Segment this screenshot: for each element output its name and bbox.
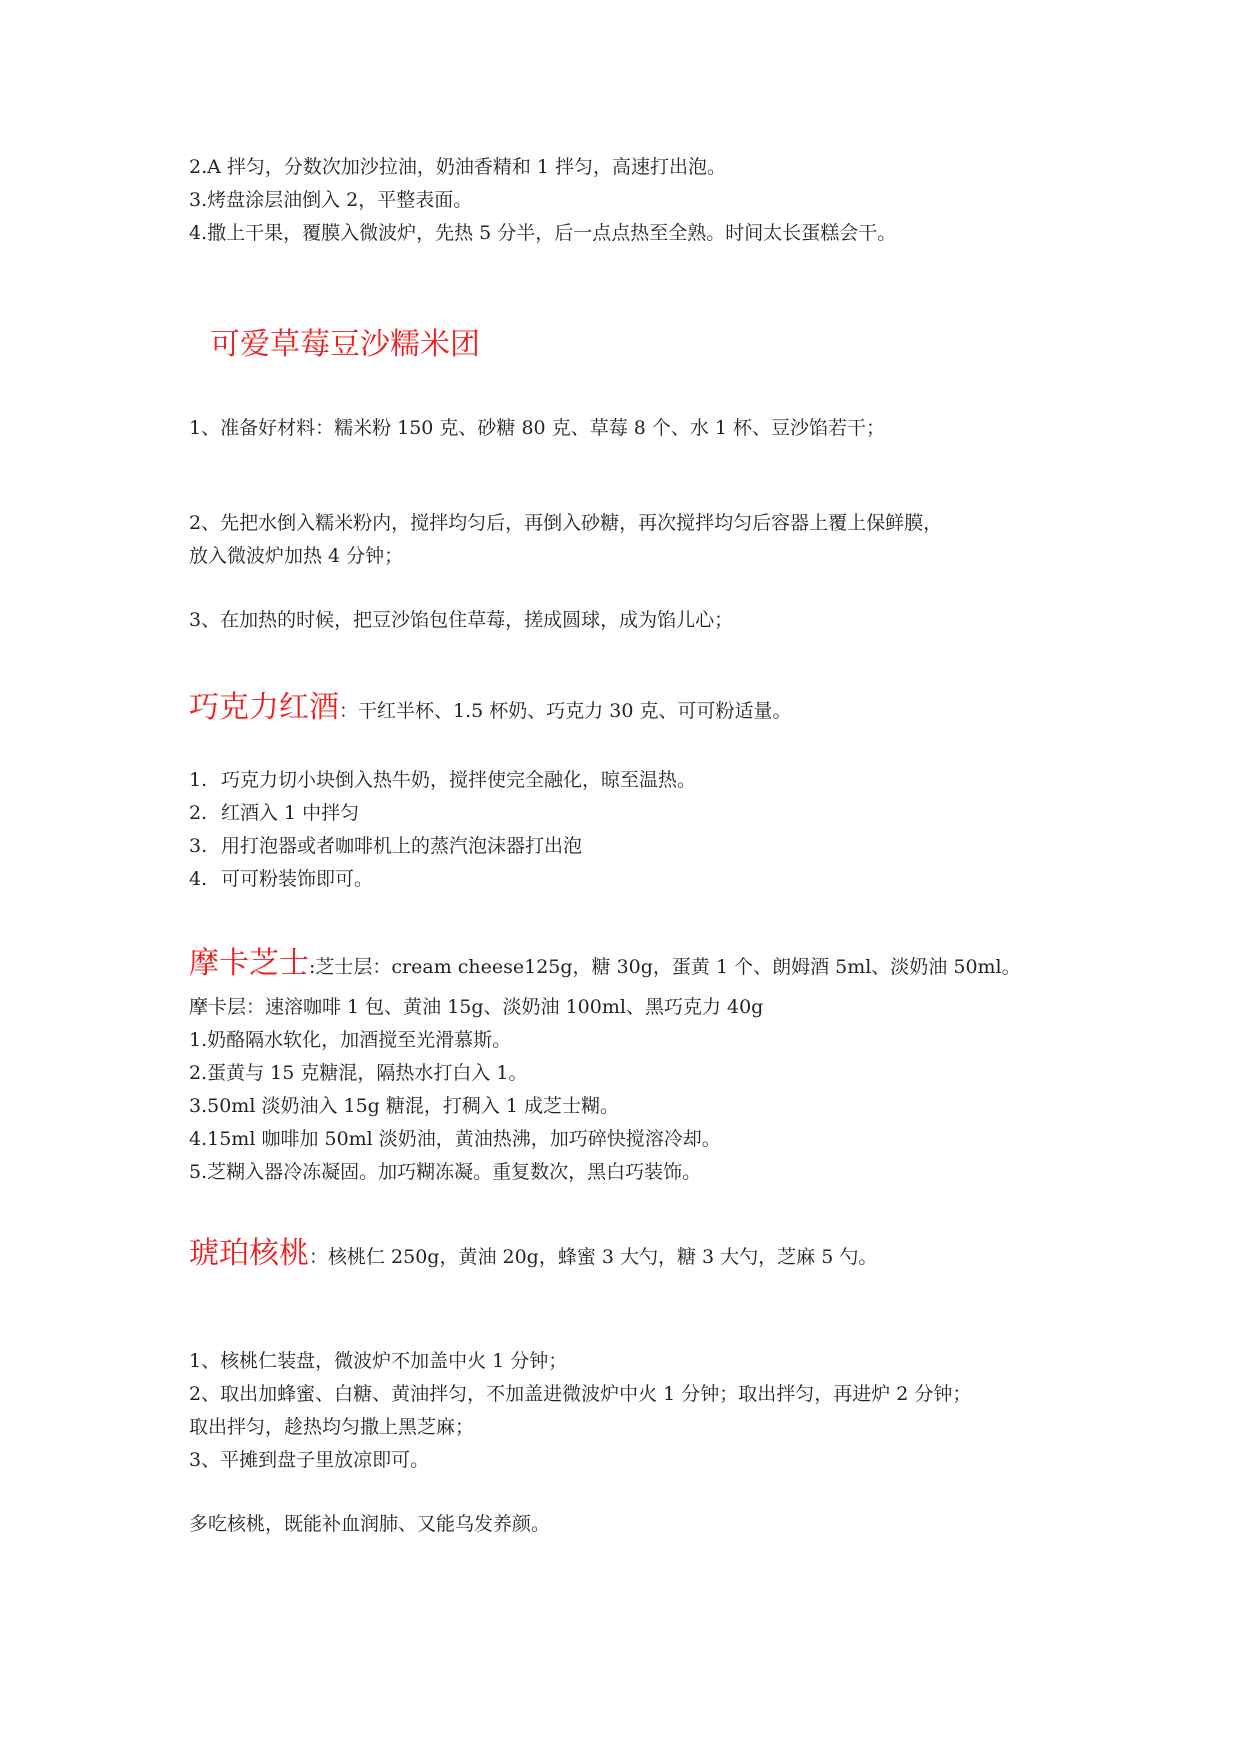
mocha-ingredients: :芝士层：cream cheese125g，糖 30g，蛋黄 1 个、朗姆酒 5ml、淡奶油 50ml。 [309,956,1021,978]
walnut-closing: 多吃核桃，既能补血润肺、又能乌发养颜。 [189,1513,551,1535]
mocha-step: 5.芝糊入器冷冻凝固。加巧糊冻凝。重复数次，黑白巧装饰。 [189,1161,702,1183]
wine-step: 1. 巧克力切小块倒入热牛奶，搅拌使完全融化，晾至温热。 [189,769,697,791]
walnut-step-1: 1、核桃仁装盘，微波炉不加盖中火 1 分钟； [189,1350,568,1372]
wine-heading [189,682,792,726]
mocha-step: 2.蛋黄与 15 克糖混，隔热水打白入 1。 [189,1062,528,1084]
walnut-step-3: 3、平摊到盘子里放凉即可。 [189,1449,430,1471]
strawberry-step-2-line-1: 2、先把水倒入糯米粉内，搅拌均匀后，再倒入砂糖，再次搅拌均匀后容器上覆上保鲜膜， [189,512,943,534]
strawberry-step-2-line-2: 放入微波炉加热 4 分钟； [189,545,404,567]
mocha-heading [189,938,1021,982]
strawberry-title: 可爱草莓豆沙糯米团 [210,327,480,362]
walnut-ingredients: ：核桃仁 250g，黄油 20g，蜂蜜 3 大勺，糖 3 大勺，芝麻 5 勺。 [309,1246,878,1268]
strawberry-step-3: 3、在加热的时候，把豆沙馅包住草莓，搓成圆球，成为馅儿心； [189,609,734,631]
strawberry-step-1: 1、准备好材料：糯米粉 150 克、砂糖 80 克、草莓 8 个、水 1 杯、豆沙馅若干； [189,417,886,439]
mocha-layer: 摩卡层：速溶咖啡 1 包、黄油 15g、淡奶油 100ml、黑巧克力 40g [189,996,764,1018]
wine-step: 4. 可可粉装饰即可。 [189,868,374,890]
mocha-title: 摩卡芝士 [189,946,309,981]
mocha-step: 3.50ml 淡奶油入 15g 糖混，打稠入 1 成芝士糊。 [189,1095,620,1117]
mocha-step: 4.15ml 咖啡加 50ml 淡奶油，黄油热沸，加巧碎快搅溶冷却。 [189,1128,721,1150]
mocha-step: 1.奶酪隔水软化，加酒搅至光滑慕斯。 [189,1029,512,1051]
walnut-step-2-line-1: 2、取出加蜂蜜、白糖、黄油拌匀，不加盖进微波炉中火 1 分钟；取出拌匀，再进炉 2 分钟； [189,1383,972,1405]
walnut-heading [189,1228,877,1272]
wine-step: 3. 用打泡器或者咖啡机上的蒸汽泡沫器打出泡 [189,835,583,857]
wine-title: 巧克力红酒 [189,690,339,725]
wine-ingredients: ：干红半杯、1.5 杯奶、巧克力 30 克、可可粉适量。 [339,700,792,722]
walnut-title: 琥珀核桃 [189,1236,309,1271]
intro-step-4: 4.撒上干果，覆膜入微波炉，先热 5 分半，后一点点热至全熟。时间太长蛋糕会干。 [189,222,897,244]
wine-step: 2. 红酒入 1 中拌匀 [189,802,360,824]
intro-step-2: 2.A 拌匀，分数次加沙拉油，奶油香精和 1 拌匀，高速打出泡。 [189,156,727,178]
walnut-step-2-line-2: 取出拌匀，趁热均匀撒上黑芝麻； [189,1416,475,1438]
intro-step-3: 3.烤盘涂层油倒入 2，平整表面。 [189,189,473,211]
